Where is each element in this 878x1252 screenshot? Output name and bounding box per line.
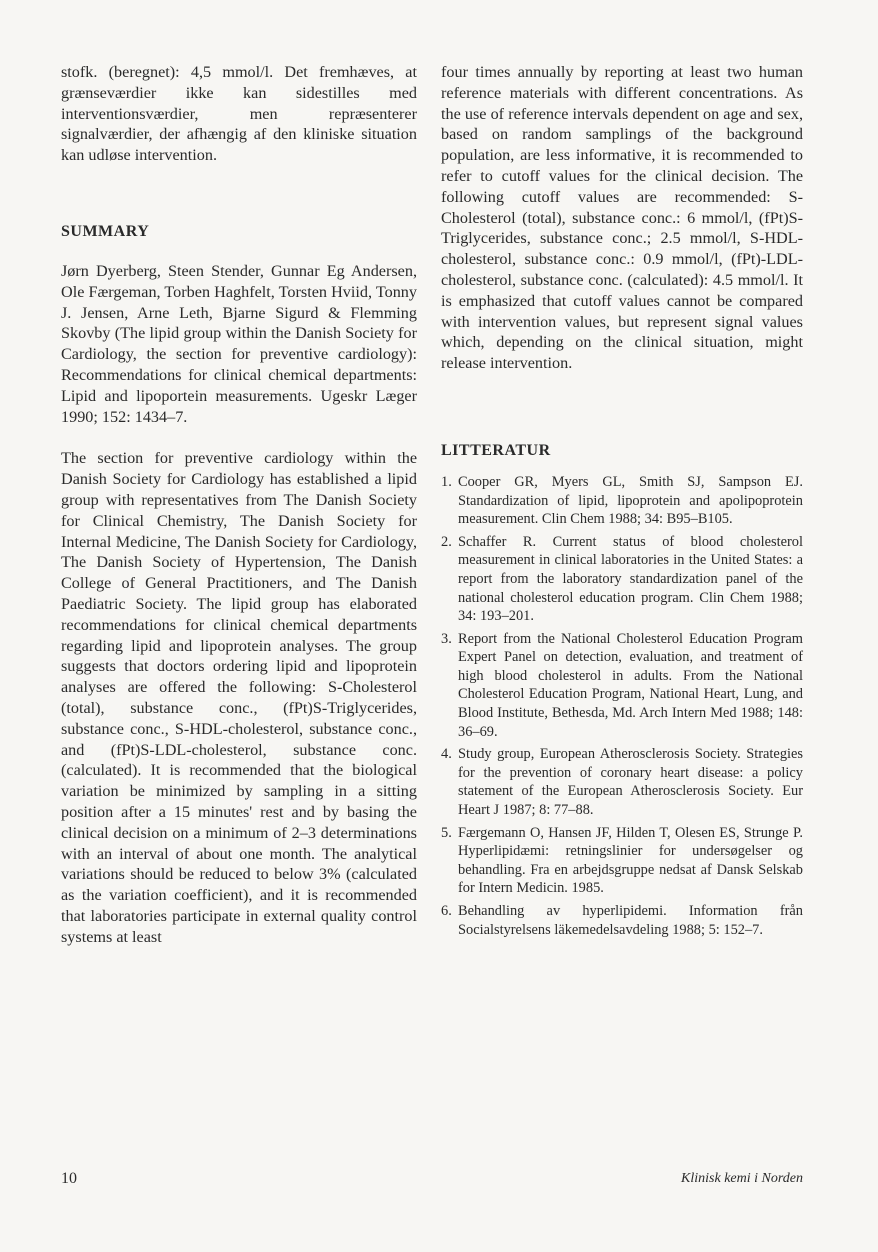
reference-item [441,902,803,939]
reference-text: Study group, European Atherosclerosis Society. Strategies for the prevention of coronary heart disease: a policy statement of the European Atherosclerosis Society. Eur Heart J 1987; 8: 77–88. [458,746,803,819]
reference-item [441,533,803,626]
right-column [441,62,803,943]
journal-name-footer: Klinisk kemi i Norden [681,1171,803,1186]
reference-item [441,824,803,898]
reference-number: 2. [441,533,452,550]
summary-body: The section for preventive cardiology within the Danish Society for Cardiology has established a lipid group with representatives from The Danish Society for Clinical Chemistry, The Danish Society for Internal Medicine, The Danish Society for Cardiology, The Danish Society of Hypertension, The Danish College of General Practitioners, and The Danish Paediatric Society. The lipid group has elaborated recommendations for clinical chemical departments regarding lipid and lipoprotein analyses. The group suggests that doctors ordering lipid and lipoprotein analyses are offered the following: S-Cholesterol (total), substance conc., (fPt)S-Triglycerides, substance conc., S-HDL-cholesterol, substance conc., and (fPt)S-LDL-cholesterol, substance conc. (calculated). It is recommended that the biological variation be minimized by sampling in a sitting position after a 15 minutes' rest and by basing the clinical decision on a minimum of 2–3 determinations with an interval of about one month. The analytical variations should be reduced to below 3% (calculated as the variation coefficient), and it is recommended that laboratories participate in external quality control systems at least [61,449,417,946]
references-heading: LITTERATUR [441,441,551,459]
reference-item [441,630,803,742]
summary-continuation-paragraph: four times annually by reporting at least two human reference materials with different concentrations. As the use of reference intervals dependent on age and sex, based on random samplings of the background population, are less informative, it is recommended to refer to cutoff values for the clinical decision. The following cutoff values are recommended: S-Cholesterol (total), substance conc.: 6 mmol/l, (fPt)S-Triglycerides, substance conc.; 2.5 mmol/l, S-HDL-cholesterol, substance conc.: 0.9 mmol/l, (fPt)-LDL-cholesterol, substance conc. (calculated): 4.5 mmol/l. It is emphasized that cutoff values cannot be compared with intervention values, but represent signal values which, depending on the clinical situation, might release intervention. [441,63,803,373]
summary-heading: SUMMARY [61,222,150,240]
danish-closing-paragraph: stofk. (beregnet): 4,5 mmol/l. Det fremhæves, at grænseværdier ikke kan sidestilles med interventionsværdier, men repræsenterer signalværdier, der afhængig af den kliniske situation kan udløse intervention. [61,63,417,165]
reference-text: Cooper GR, Myers GL, Smith SJ, Sampson EJ. Standardization of lipid, lipoprotein and apolipoprotein measurement. Clin Chem 1988; 34: B95–B105. [458,473,803,528]
reference-number: 6. [441,903,452,920]
reference-number: 5. [441,824,452,841]
reference-list [441,473,803,939]
summary-citation: Jørn Dyerberg, Steen Stender, Gunnar Eg Andersen, Ole Færgeman, Torben Haghfelt, Torsten Hviid, Tonny J. Jensen, Arne Leth, Bjarne Sigurd & Flemming Skovby (The lipid group within the Danish Society for Cardiology, the section for preventive cardiology): Recommendations for clinical chemical departments: Lipid and lipoportein measurements. Ugeskr Læger 1990; 152: 1434–7. [61,261,417,426]
reference-number: 1. [441,473,452,490]
reference-text: Schaffer R. Current status of blood cholesterol measurement in clinical laboratories in the United States: a report from the laboratory standardization panel of the national cholesterol education program. Clin Chem 1988; 34: 193–201. [458,533,803,625]
left-column [61,62,417,947]
reference-item [441,745,803,819]
reference-item [441,473,803,529]
page-number: 10 [61,1170,77,1187]
reference-number: 4. [441,746,452,763]
reference-number: 3. [441,630,452,647]
reference-text: Behandling av hyperlipidemi. Information från Socialstyrelsens läkemedelsavdeling 1988; 5: 152–7. [458,903,803,938]
reference-text: Report from the National Cholesterol Education Program Expert Panel on detection, evaluation, and treatment of high blood cholesterol in adults. From the National Cholesterol Education Program, National Heart, Lung, and Blood Institute, Bethesda, Md. Arch Intern Med 1988; 148: 36–69. [458,630,803,740]
reference-text: Færgemann O, Hansen JF, Hilden T, Olesen ES, Strunge P. Hyperlipidæmi: retningslinier for undersøgelser og behandling. Fra en arbejdsgruppe nedsat af Dansk Selskab for Intern Medicin. 1985. [458,824,803,897]
